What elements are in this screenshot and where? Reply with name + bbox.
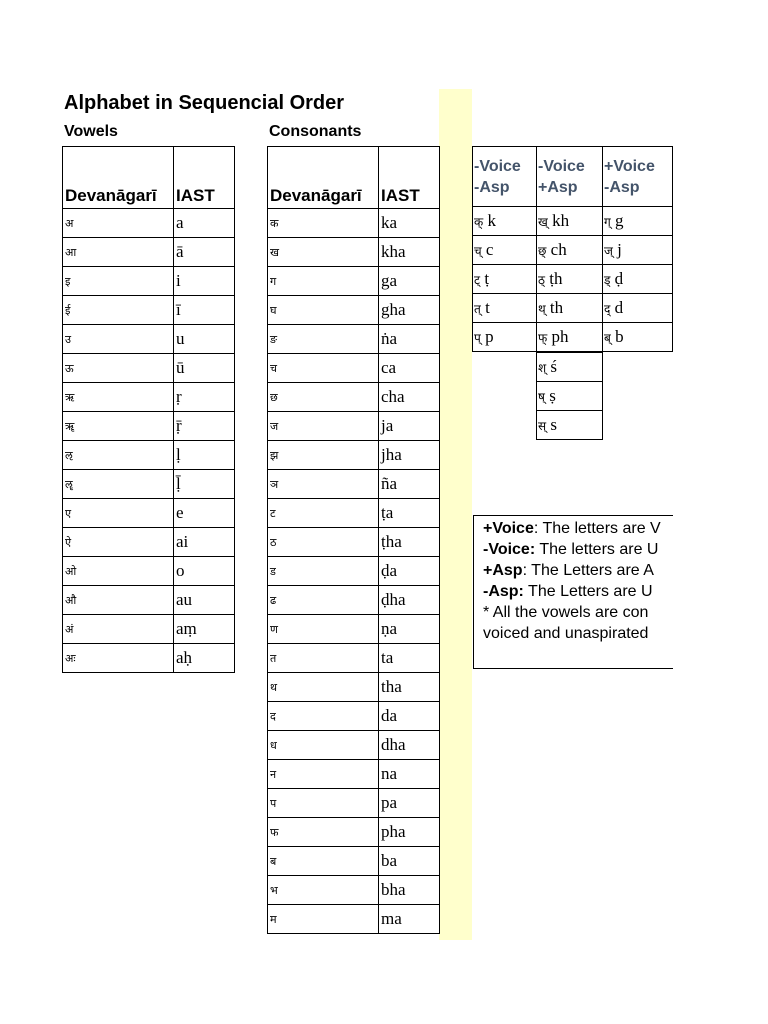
iast-cell: gha — [379, 296, 440, 325]
sibilant-cell — [537, 382, 603, 411]
devanagari-letter: ज् — [604, 244, 613, 258]
devanagari-cell: थ — [268, 673, 379, 702]
varga-cell — [603, 323, 673, 352]
devanagari-cell: ओ — [63, 557, 174, 586]
devanagari-cell: म — [268, 905, 379, 934]
varga-cell — [473, 323, 537, 352]
devanagari-cell: घ — [268, 296, 379, 325]
sibilant-row — [537, 382, 603, 411]
legend-text: : The letters are V — [533, 520, 661, 537]
consonant-row — [268, 412, 440, 441]
iast-letter: ḍ — [614, 269, 624, 288]
iast-letter: ph — [551, 327, 569, 346]
consonants-heading: Consonants — [269, 123, 362, 140]
iast-cell: ga — [379, 267, 440, 296]
iast-cell: bha — [379, 876, 440, 905]
iast-cell: ṭa — [379, 499, 440, 528]
varga-cell — [537, 236, 603, 265]
vowel-row — [63, 557, 235, 586]
asp-label: -Asp — [474, 178, 510, 196]
consonant-row — [268, 441, 440, 470]
consonant-row — [268, 557, 440, 586]
legend-key: -Asp: — [483, 583, 524, 600]
iast-cell: aṃ — [174, 615, 235, 644]
legend-text: The Letters are U — [523, 583, 653, 600]
consonant-row — [268, 528, 440, 557]
consonant-row — [268, 586, 440, 615]
iast-letter: kh — [552, 211, 570, 230]
page-title: Alphabet in Sequencial Order — [64, 92, 345, 114]
asp-label: -Asp — [604, 178, 640, 196]
vowel-row — [63, 441, 235, 470]
legend-line — [483, 539, 673, 560]
iast-cell: ma — [379, 905, 440, 934]
iast-cell: ṛ — [174, 383, 235, 412]
devanagari-letter: ष् — [538, 390, 545, 404]
iast-letter: s — [550, 415, 557, 434]
iast-cell: aḥ — [174, 644, 235, 673]
devanagari-cell: आ — [63, 238, 174, 267]
iast-cell: u — [174, 325, 235, 354]
consonant-row — [268, 296, 440, 325]
consonant-row — [268, 876, 440, 905]
devanagari-letter: छ् — [538, 244, 547, 258]
devanagari-cell: अः — [63, 644, 174, 673]
consonant-row — [268, 702, 440, 731]
varga-row — [473, 294, 673, 323]
iast-cell: ṇa — [379, 615, 440, 644]
iast-cell: kha — [379, 238, 440, 267]
devanagari-letter: द् — [604, 302, 611, 316]
consonant-row — [268, 818, 440, 847]
varga-row — [473, 236, 673, 265]
devanagari-letter: ख् — [538, 215, 548, 229]
vowel-row — [63, 586, 235, 615]
iast-cell: ū — [174, 354, 235, 383]
vowel-row — [63, 267, 235, 296]
table-header-row — [268, 147, 440, 209]
consonant-row — [268, 847, 440, 876]
vowel-row — [63, 238, 235, 267]
devanagari-cell: ङ — [268, 325, 379, 354]
iast-letter: d — [614, 298, 624, 317]
devanagari-letter: श् — [538, 361, 547, 375]
devanagari-cell: औ — [63, 586, 174, 615]
devanagari-cell: ण — [268, 615, 379, 644]
legend-text: * All the vowels are con — [483, 604, 649, 621]
consonant-row — [268, 238, 440, 267]
iast-letter: th — [549, 298, 564, 317]
iast-cell: ca — [379, 354, 440, 383]
devanagari-cell: ग — [268, 267, 379, 296]
iast-cell: ja — [379, 412, 440, 441]
devanagari-header: Devanāgarī — [268, 147, 379, 209]
sibilant-cell — [537, 353, 603, 382]
iast-cell: i — [174, 267, 235, 296]
devanagari-cell: च — [268, 354, 379, 383]
devanagari-letter: फ् — [538, 331, 548, 345]
devanagari-letter: क् — [474, 215, 484, 229]
iast-cell: ka — [379, 209, 440, 238]
iast-cell: au — [174, 586, 235, 615]
vowels-table — [62, 146, 235, 673]
iast-cell: ña — [379, 470, 440, 499]
devanagari-cell: भ — [268, 876, 379, 905]
consonant-row — [268, 354, 440, 383]
devanagari-cell: ख — [268, 238, 379, 267]
vowel-row — [63, 325, 235, 354]
varga-cell — [473, 294, 537, 323]
devanagari-cell: अं — [63, 615, 174, 644]
vowel-row — [63, 296, 235, 325]
legend-key: +Voice — [483, 520, 534, 537]
consonant-row — [268, 325, 440, 354]
devanagari-cell: ब — [268, 847, 379, 876]
vowel-row — [63, 528, 235, 557]
iast-letter: p — [485, 327, 494, 346]
consonant-row — [268, 644, 440, 673]
iast-cell: ṭha — [379, 528, 440, 557]
legend-text: voiced and unaspirated — [483, 625, 649, 642]
iast-cell: dha — [379, 731, 440, 760]
table-header-row — [63, 147, 235, 209]
devanagari-letter: ठ् — [538, 273, 545, 287]
iast-cell: ṅa — [379, 325, 440, 354]
iast-letter: ch — [550, 240, 567, 259]
devanagari-cell: त — [268, 644, 379, 673]
varga-cell — [603, 265, 673, 294]
iast-letter: g — [615, 211, 624, 230]
iast-cell: ī — [174, 296, 235, 325]
devanagari-cell: ऌ — [63, 441, 174, 470]
devanagari-cell: फ — [268, 818, 379, 847]
legend-line — [483, 518, 673, 539]
iast-cell: da — [379, 702, 440, 731]
consonant-row — [268, 760, 440, 789]
devanagari-cell: द — [268, 702, 379, 731]
legend-text: The letters are U — [535, 541, 659, 558]
varga-cell — [603, 236, 673, 265]
iast-cell: ai — [174, 528, 235, 557]
vowels-heading: Vowels — [64, 123, 118, 140]
iast-cell: ṝ — [174, 412, 235, 441]
asp-label: +Asp — [538, 178, 578, 196]
iast-cell: e — [174, 499, 235, 528]
iast-cell: na — [379, 760, 440, 789]
devanagari-cell: झ — [268, 441, 379, 470]
devanagari-cell: ठ — [268, 528, 379, 557]
iast-letter: ṣ — [549, 386, 556, 405]
consonant-row — [268, 470, 440, 499]
iast-letter: k — [487, 211, 496, 230]
iast-cell: ā — [174, 238, 235, 267]
devanagari-cell: ॡ — [63, 470, 174, 499]
varga-header-cell — [603, 147, 673, 207]
consonant-row — [268, 615, 440, 644]
iast-letter: ṭ — [484, 269, 490, 288]
iast-letter: c — [485, 240, 494, 259]
devanagari-cell: अ — [63, 209, 174, 238]
iast-cell: jha — [379, 441, 440, 470]
devanagari-cell: ध — [268, 731, 379, 760]
varga-cell — [603, 207, 673, 236]
devanagari-header: Devanāgarī — [63, 147, 174, 209]
devanagari-cell: ई — [63, 296, 174, 325]
varga-header-row — [473, 147, 673, 207]
legend-line — [483, 623, 673, 644]
voice-label: -Voice — [474, 157, 521, 175]
devanagari-cell: ज — [268, 412, 379, 441]
iast-cell: pa — [379, 789, 440, 818]
legend-line — [483, 581, 673, 602]
devanagari-cell: क — [268, 209, 379, 238]
vowel-row — [63, 383, 235, 412]
legend-key: +Asp — [483, 562, 523, 579]
legend-box — [473, 515, 673, 669]
consonant-row — [268, 673, 440, 702]
sibilants-table — [536, 352, 603, 440]
varga-cell — [473, 265, 537, 294]
sibilant-row — [537, 411, 603, 440]
devanagari-letter: ट् — [474, 273, 481, 287]
iast-cell: o — [174, 557, 235, 586]
legend-text: : The Letters are A — [522, 562, 654, 579]
iast-letter: ś — [550, 357, 558, 376]
devanagari-cell: ऐ — [63, 528, 174, 557]
devanagari-cell: छ — [268, 383, 379, 412]
devanagari-cell: उ — [63, 325, 174, 354]
legend-line — [483, 602, 673, 623]
varga-cell — [537, 323, 603, 352]
varga-row — [473, 265, 673, 294]
consonant-row — [268, 383, 440, 412]
devanagari-cell: इ — [63, 267, 174, 296]
devanagari-cell: ऋ — [63, 383, 174, 412]
sibilant-row — [537, 353, 603, 382]
devanagari-cell: ॠ — [63, 412, 174, 441]
legend-key: -Voice: — [483, 541, 536, 558]
legend-line — [483, 560, 673, 581]
varga-row — [473, 207, 673, 236]
vowel-row — [63, 354, 235, 383]
sibilant-cell — [537, 411, 603, 440]
devanagari-cell: ए — [63, 499, 174, 528]
vowel-row — [63, 470, 235, 499]
consonants-table — [267, 146, 440, 934]
iast-header: IAST — [174, 147, 235, 209]
varga-row — [473, 323, 673, 352]
iast-cell: cha — [379, 383, 440, 412]
iast-cell: tha — [379, 673, 440, 702]
iast-cell: ḍha — [379, 586, 440, 615]
devanagari-cell: न — [268, 760, 379, 789]
devanagari-cell: ञ — [268, 470, 379, 499]
devanagari-cell: ड — [268, 557, 379, 586]
varga-cell — [537, 294, 603, 323]
devanagari-cell: ढ — [268, 586, 379, 615]
consonant-row — [268, 789, 440, 818]
devanagari-letter: स् — [538, 419, 547, 433]
consonant-row — [268, 905, 440, 934]
varga-cell — [473, 236, 537, 265]
varga-cell — [603, 294, 673, 323]
consonant-row — [268, 267, 440, 296]
varga-table — [472, 146, 673, 352]
vowel-row — [63, 209, 235, 238]
iast-letter: b — [615, 327, 624, 346]
iast-cell: ḍa — [379, 557, 440, 586]
iast-header: IAST — [379, 147, 440, 209]
consonant-row — [268, 209, 440, 238]
consonant-row — [268, 499, 440, 528]
iast-cell: ḹ — [174, 470, 235, 499]
devanagari-letter: ब् — [604, 331, 611, 345]
iast-letter: ṭh — [549, 269, 563, 288]
varga-cell — [473, 207, 537, 236]
varga-cell — [537, 207, 603, 236]
devanagari-cell: प — [268, 789, 379, 818]
devanagari-cell: ट — [268, 499, 379, 528]
iast-cell: ḷ — [174, 441, 235, 470]
devanagari-cell: ऊ — [63, 354, 174, 383]
varga-header-cell — [537, 147, 603, 207]
devanagari-letter: प् — [474, 331, 481, 345]
varga-header-cell — [473, 147, 537, 207]
vowel-row — [63, 644, 235, 673]
highlighted-column — [439, 89, 472, 940]
devanagari-letter: ड् — [604, 273, 611, 287]
devanagari-letter: थ् — [538, 302, 546, 316]
vowel-row — [63, 412, 235, 441]
iast-cell: ta — [379, 644, 440, 673]
devanagari-letter: च् — [474, 244, 482, 258]
voice-label: +Voice — [604, 157, 655, 175]
iast-cell: ba — [379, 847, 440, 876]
iast-letter: t — [485, 298, 490, 317]
iast-cell: pha — [379, 818, 440, 847]
iast-letter: j — [617, 240, 622, 259]
varga-cell — [537, 265, 603, 294]
devanagari-letter: ग् — [604, 215, 611, 229]
devanagari-letter: त् — [474, 302, 481, 316]
vowel-row — [63, 499, 235, 528]
voice-label: -Voice — [538, 157, 585, 175]
iast-cell: a — [174, 209, 235, 238]
consonant-row — [268, 731, 440, 760]
vowel-row — [63, 615, 235, 644]
